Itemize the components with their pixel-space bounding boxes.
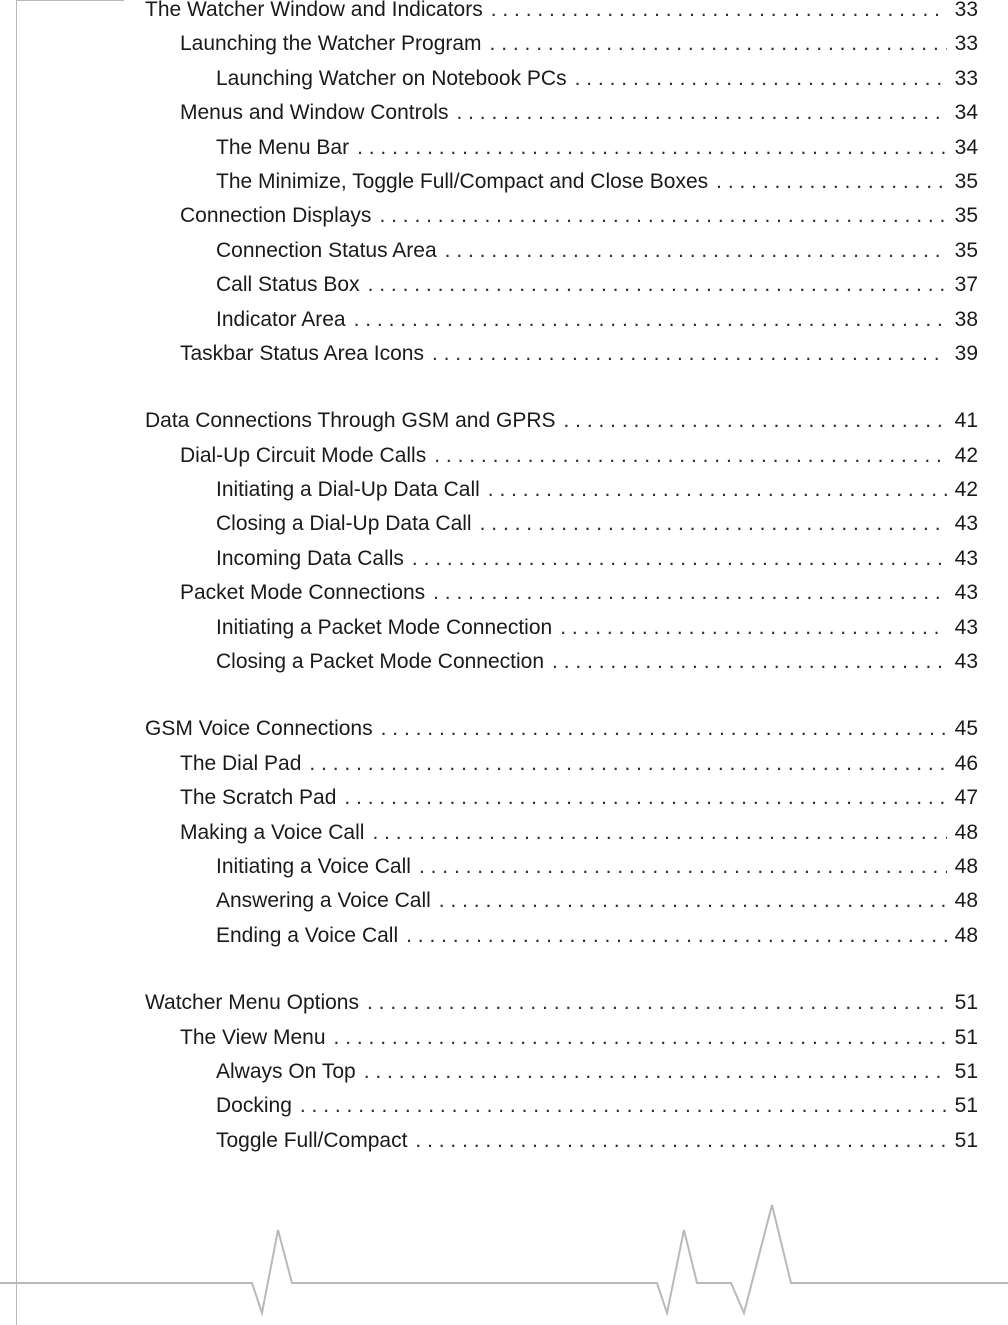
toc-dot-leader (364, 1062, 947, 1082)
toc-entry-title: Incoming Data Calls (216, 549, 412, 569)
toc-entry-title: Launching Watcher on Notebook PCs (216, 69, 575, 89)
toc-entry-title: The Minimize, Toggle Full/Compact and Close Boxes (216, 172, 716, 192)
toc-entry-page-number: 41 (954, 409, 978, 433)
toc-entry[interactable] (145, 652, 978, 686)
toc-entry[interactable] (145, 307, 978, 344)
toc-entry-page-number: 51 (954, 1059, 978, 1083)
toc-entry[interactable] (145, 854, 978, 891)
toc-dot-leader (381, 719, 947, 739)
toc-entry-title: Connection Displays (180, 206, 379, 226)
toc-entry[interactable] (145, 135, 978, 172)
toc-entry-title: Closing a Packet Mode Connection (216, 652, 552, 672)
toc-entry-title: Taskbar Status Area Icons (180, 344, 432, 364)
toc-dot-leader (344, 788, 946, 808)
toc-entry[interactable] (145, 169, 978, 206)
heartbeat-line-decoration (0, 1195, 1008, 1325)
toc-entry[interactable] (145, 66, 978, 103)
toc-entry-page-number: 35 (954, 169, 978, 193)
toc-entry-title: Connection Status Area (216, 241, 445, 261)
toc-dot-leader (491, 0, 947, 20)
toc-entry-page-number: 43 (954, 650, 978, 674)
toc-entry-title: Menus and Window Controls (180, 103, 456, 123)
toc-entry-page-number: 33 (954, 0, 978, 21)
toc-entry[interactable] (145, 1128, 978, 1165)
toc-dot-leader (564, 411, 947, 431)
toc-dot-leader (439, 891, 947, 911)
toc-entry[interactable] (145, 443, 978, 480)
toc-dot-leader (412, 549, 947, 569)
toc-entry-title: Initiating a Voice Call (216, 857, 419, 877)
toc-entry-title: Indicator Area (216, 310, 354, 330)
toc-entry-page-number: 34 (954, 135, 978, 159)
toc-entry-title: Ending a Voice Call (216, 926, 406, 946)
toc-dot-leader (552, 652, 947, 672)
toc-entry-page-number: 37 (954, 273, 978, 297)
toc-dot-leader (456, 103, 946, 123)
toc-entry-page-number: 42 (954, 443, 978, 467)
toc-entry[interactable] (145, 1059, 978, 1096)
toc-dot-leader (716, 172, 946, 192)
toc-dot-leader (490, 34, 947, 54)
toc-entry-title: Call Status Box (216, 275, 368, 295)
toc-entry-title: Packet Mode Connections (180, 583, 433, 603)
toc-dot-leader (368, 275, 947, 295)
toc-entry[interactable] (145, 34, 978, 68)
toc-entry[interactable] (145, 993, 978, 1027)
toc-entry[interactable] (145, 1025, 978, 1062)
toc-entry[interactable] (145, 275, 978, 309)
section-gap (145, 378, 978, 411)
toc-dot-leader (300, 1096, 947, 1116)
toc-entry-page-number: 35 (954, 238, 978, 262)
toc-entry[interactable] (145, 788, 978, 822)
toc-entry-page-number: 48 (954, 820, 978, 844)
toc-entry-page-number: 33 (954, 66, 978, 90)
toc-entry-page-number: 38 (954, 307, 978, 331)
toc-dot-leader (334, 1028, 947, 1048)
toc-entry-page-number: 39 (954, 341, 978, 365)
toc-entry-title: The Watcher Window and Indicators (145, 0, 491, 20)
toc-entry-page-number: 35 (954, 204, 978, 228)
toc-entry-page-number: 42 (954, 478, 978, 502)
toc-entry[interactable] (145, 891, 978, 925)
toc-dot-leader (480, 514, 947, 534)
section-gap (145, 960, 978, 993)
toc-dot-leader (367, 993, 947, 1013)
toc-dot-leader (406, 926, 947, 946)
toc-entry[interactable] (145, 546, 978, 583)
toc-entry[interactable] (145, 103, 978, 137)
toc-entry-page-number: 51 (954, 1094, 978, 1118)
toc-dot-leader (415, 1131, 946, 1151)
toc-entry[interactable] (145, 238, 978, 275)
toc-entry-title: GSM Voice Connections (145, 719, 381, 739)
toc-entry[interactable] (145, 514, 978, 548)
toc-dot-leader (445, 241, 947, 261)
page-frame-top-rule (16, 0, 124, 1)
toc-entry-title: Toggle Full/Compact (216, 1131, 415, 1151)
toc-dot-leader (372, 823, 946, 843)
toc-entry[interactable] (145, 583, 978, 617)
toc-entry[interactable] (145, 206, 978, 240)
toc-entry-page-number: 47 (954, 786, 978, 810)
toc-dot-leader (419, 857, 947, 877)
toc-entry-page-number: 43 (954, 546, 978, 570)
toc-entry-page-number: 48 (954, 923, 978, 947)
toc-entry-title: The Scratch Pad (180, 788, 344, 808)
toc-entry-page-number: 43 (954, 615, 978, 639)
toc-entry-title: Making a Voice Call (180, 823, 372, 843)
toc-entry-title: Always On Top (216, 1062, 364, 1082)
toc-entry-title: The Menu Bar (216, 138, 357, 158)
toc-entry-title: Docking (216, 1096, 300, 1116)
toc-dot-leader (432, 344, 947, 364)
toc-entry-title: Dial-Up Circuit Mode Calls (180, 446, 434, 466)
toc-entry-page-number: 51 (954, 1025, 978, 1049)
toc-entry-title: Answering a Voice Call (216, 891, 439, 911)
toc-entry[interactable] (145, 719, 978, 753)
toc-entry[interactable] (145, 1096, 978, 1130)
toc-entry[interactable] (145, 411, 978, 445)
toc-entry-page-number: 48 (954, 889, 978, 913)
toc-entry-page-number: 45 (954, 717, 978, 741)
toc-entry-title: Data Connections Through GSM and GPRS (145, 411, 564, 431)
toc-entry-page-number: 46 (954, 751, 978, 775)
page-frame-left-rule (16, 0, 17, 1325)
toc-entry-title: Initiating a Dial-Up Data Call (216, 480, 488, 500)
toc-dot-leader (357, 138, 947, 158)
toc-entry-page-number: 43 (954, 512, 978, 536)
toc-entry-title: Initiating a Packet Mode Connection (216, 618, 560, 638)
toc-entry-page-number: 48 (954, 854, 978, 878)
heartbeat-line (0, 1205, 1008, 1313)
toc-dot-leader (433, 583, 947, 603)
toc-entry-page-number: 33 (954, 32, 978, 56)
toc-entry-page-number: 34 (954, 101, 978, 125)
toc-dot-leader (488, 480, 947, 500)
toc-dot-leader (560, 618, 946, 638)
toc-dot-leader (434, 446, 946, 466)
table-of-contents (145, 0, 978, 1165)
toc-entry-title: Closing a Dial-Up Data Call (216, 514, 480, 534)
section-gap (145, 686, 978, 719)
toc-entry[interactable] (145, 923, 978, 960)
toc-entry[interactable] (145, 751, 978, 788)
toc-entry[interactable] (145, 0, 978, 34)
toc-entry-title: The View Menu (180, 1028, 334, 1048)
toc-entry-title: The Dial Pad (180, 754, 309, 774)
toc-entry[interactable] (145, 480, 978, 514)
toc-entry[interactable] (145, 820, 978, 857)
toc-entry-page-number: 43 (954, 581, 978, 605)
toc-dot-leader (575, 69, 947, 89)
toc-entry-page-number: 51 (954, 991, 978, 1015)
toc-entry-title: Launching the Watcher Program (180, 34, 490, 54)
toc-dot-leader (354, 310, 947, 330)
toc-entry-title: Watcher Menu Options (145, 993, 367, 1013)
toc-entry-page-number: 51 (954, 1128, 978, 1152)
toc-dot-leader (309, 754, 946, 774)
toc-entry[interactable] (145, 341, 978, 378)
toc-dot-leader (379, 206, 946, 226)
toc-entry[interactable] (145, 615, 978, 652)
